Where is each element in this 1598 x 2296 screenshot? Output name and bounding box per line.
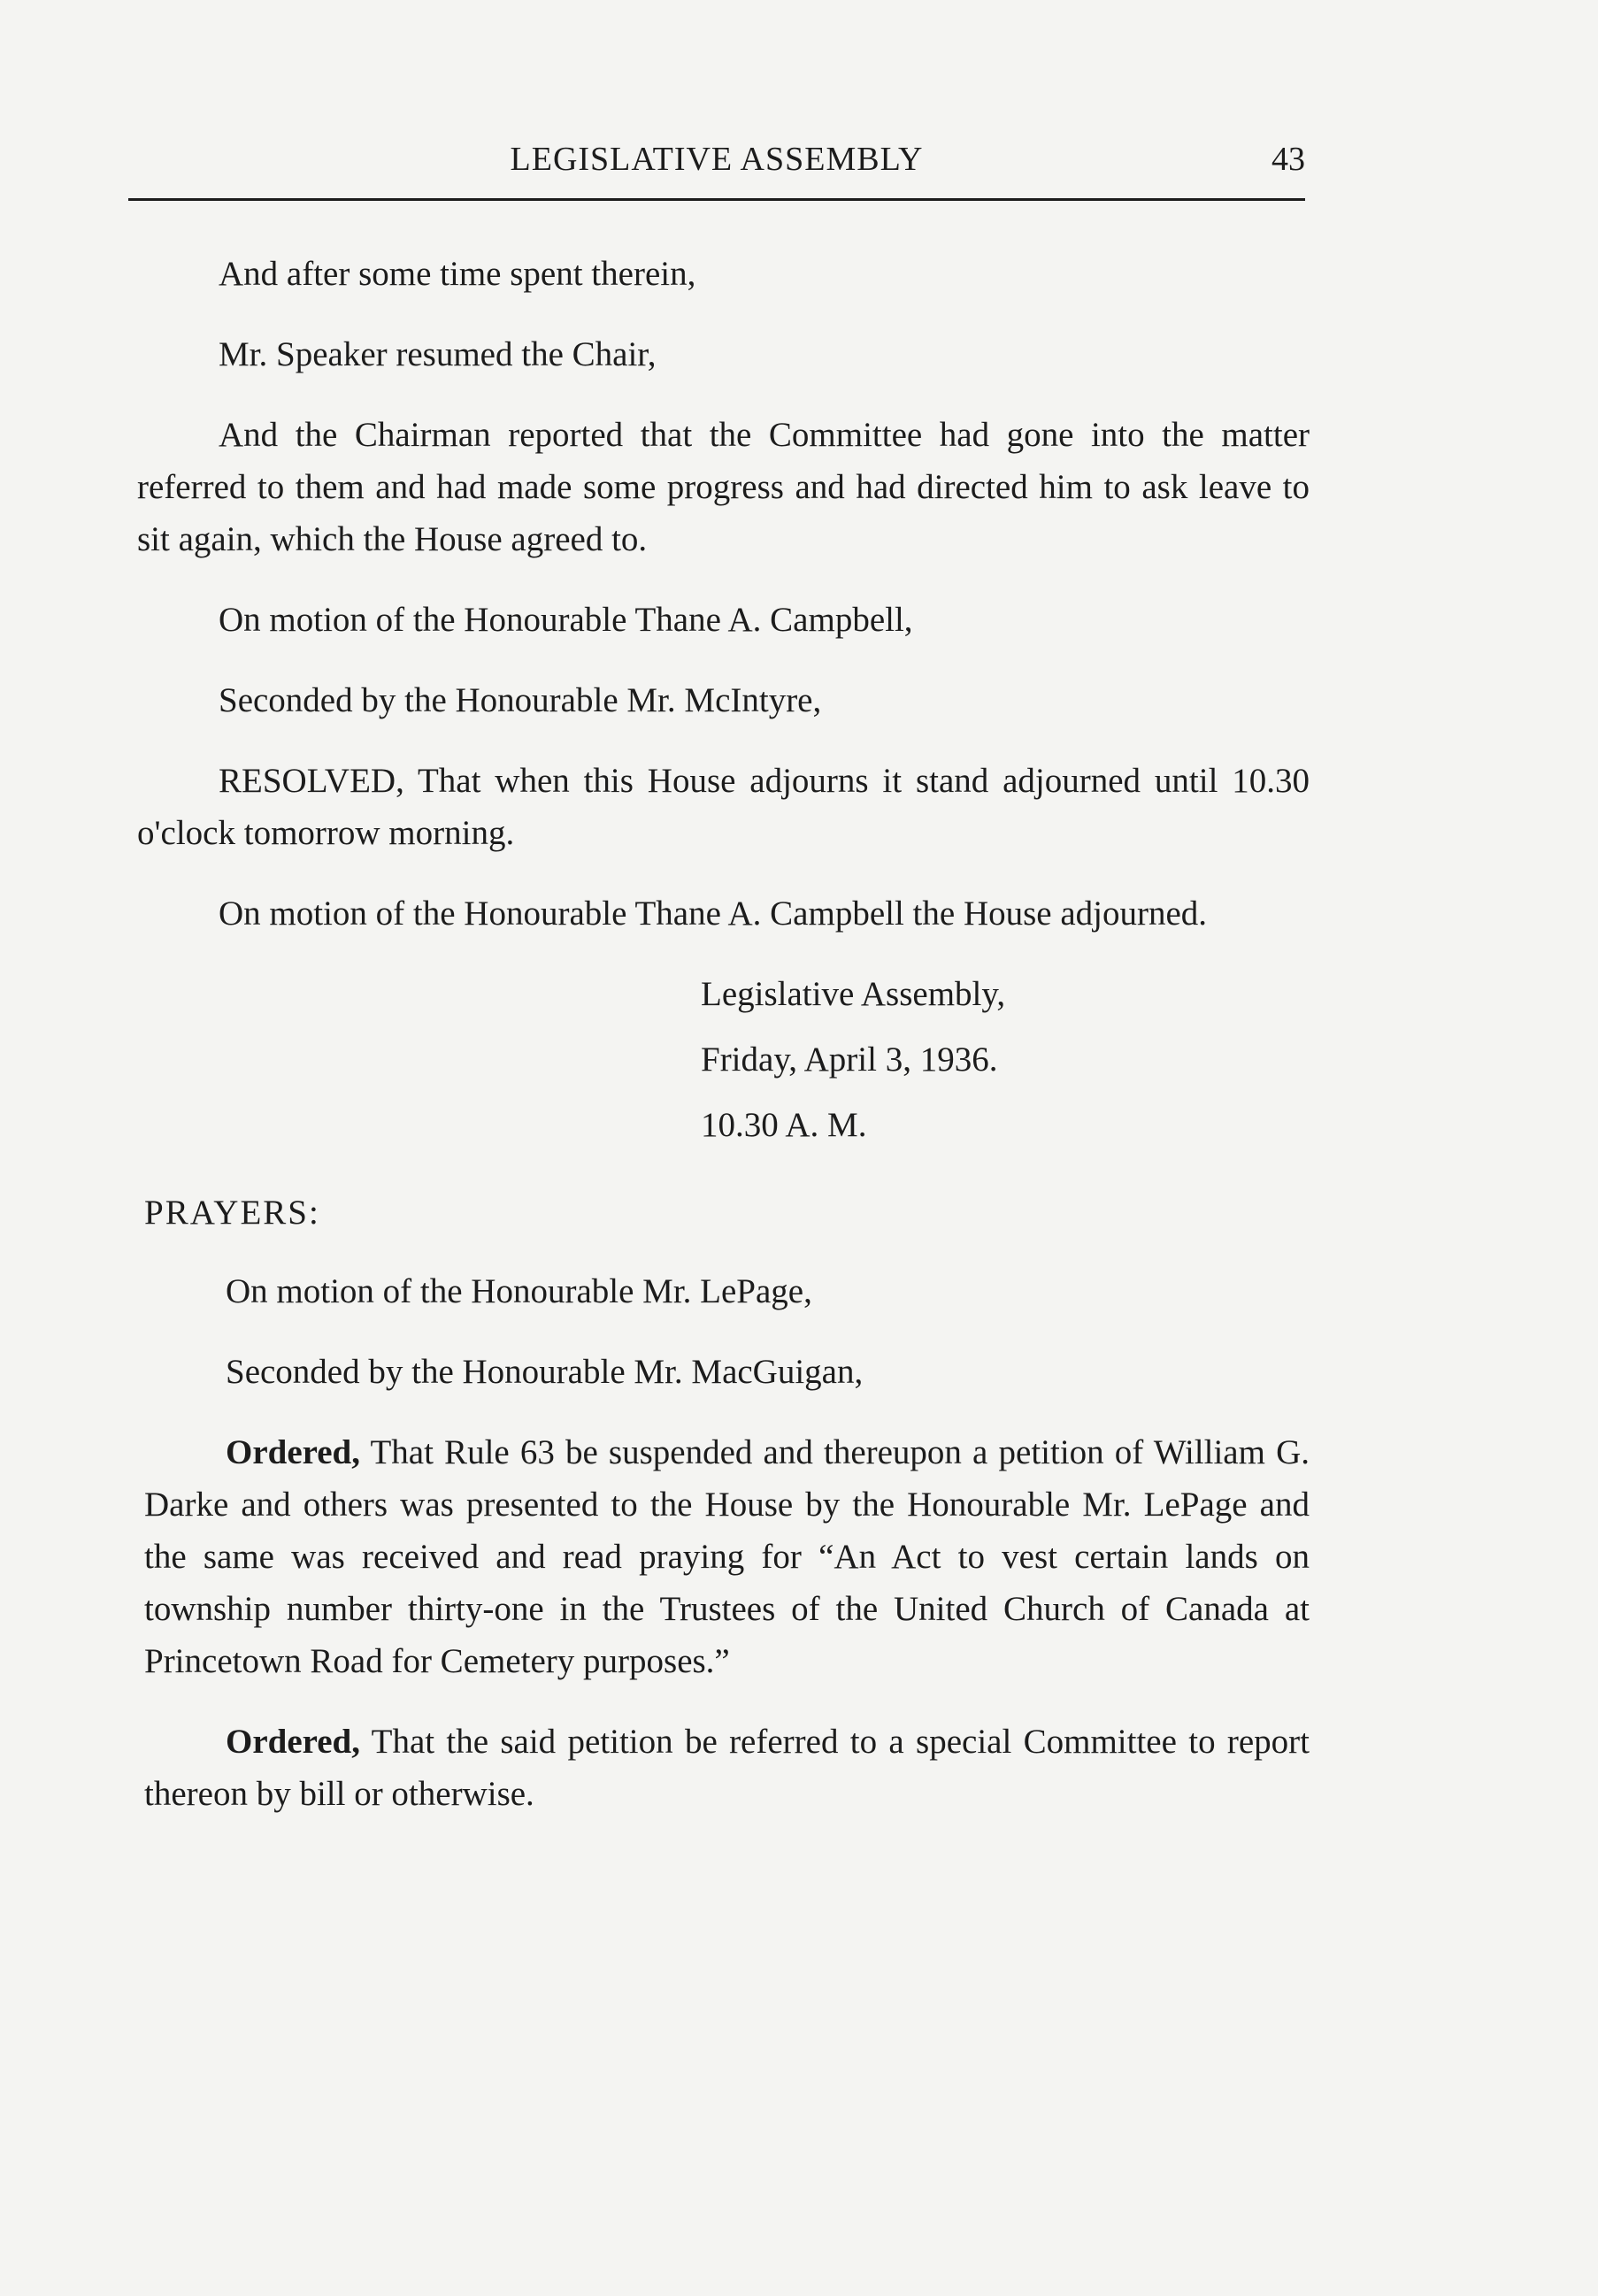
dateline-time: 10.30 A. M. [701, 1106, 867, 1144]
ordered-referral-text: That the said petition be referred to a special Committee to report thereon by bill or otherwise. [144, 1723, 1310, 1813]
paragraph-motion-lepage: On motion of the Honourable Mr. LePage, [226, 1272, 812, 1310]
paragraph-seconded-mcintyre: Seconded by the Honourable Mr. McIntyre, [219, 681, 822, 719]
ordered-lead: Ordered, [226, 1433, 361, 1471]
paragraph-house-adjourned: On motion of the Honourable Thane A. Campbell the House adjourned. [219, 895, 1208, 933]
paragraph-motion-campbell: On motion of the Honourable Thane A. Campbell, [219, 601, 913, 639]
ordered-petition-text: That Rule 63 be suspended and thereupon a petition of William G. Darke and others was presented to the House by the Honourable Mr. LePage and the same was received and read praying for “An Act to vest certain lands on township number thirty-one in the Trustees of the United Church of Canada at Princetown Road for Cemetery purposes.” [144, 1433, 1310, 1680]
prayers-heading: PRAYERS: [144, 1194, 320, 1232]
running-head: LEGISLATIVE ASSEMBLY [510, 141, 924, 178]
paragraph-committee-time: And after some time spent therein, [219, 255, 696, 293]
paragraph-chairman-report: And the Chairman reported that the Committee had gone into the matter referred to them and had made some progress and had directed him to ask leave to sit again, which the House agreed to. [137, 416, 1310, 558]
header-rule [128, 198, 1305, 201]
page-number: 43 [1271, 141, 1305, 178]
second-sitting-block [137, 1265, 1310, 1820]
paragraph-resolved-adjourn: RESOLVED, That when this House adjourns it stand adjourned until 10.30 o'clock tomorrow morning. [137, 762, 1310, 852]
ordered-lead: Ordered, [226, 1723, 361, 1761]
paragraph-ordered-referral [144, 1716, 1310, 1820]
paragraph-ordered-petition [144, 1426, 1310, 1687]
page-header [128, 131, 1305, 202]
paragraph-seconded-macguigan: Seconded by the Honourable Mr. MacGuigan, [226, 1353, 864, 1391]
page-body [137, 248, 1310, 1848]
dateline-date: Friday, April 3, 1936. [701, 1040, 998, 1079]
paragraph-speaker-resumed: Mr. Speaker resumed the Chair, [219, 335, 657, 373]
dateline-place: Legislative Assembly, [701, 975, 1006, 1013]
